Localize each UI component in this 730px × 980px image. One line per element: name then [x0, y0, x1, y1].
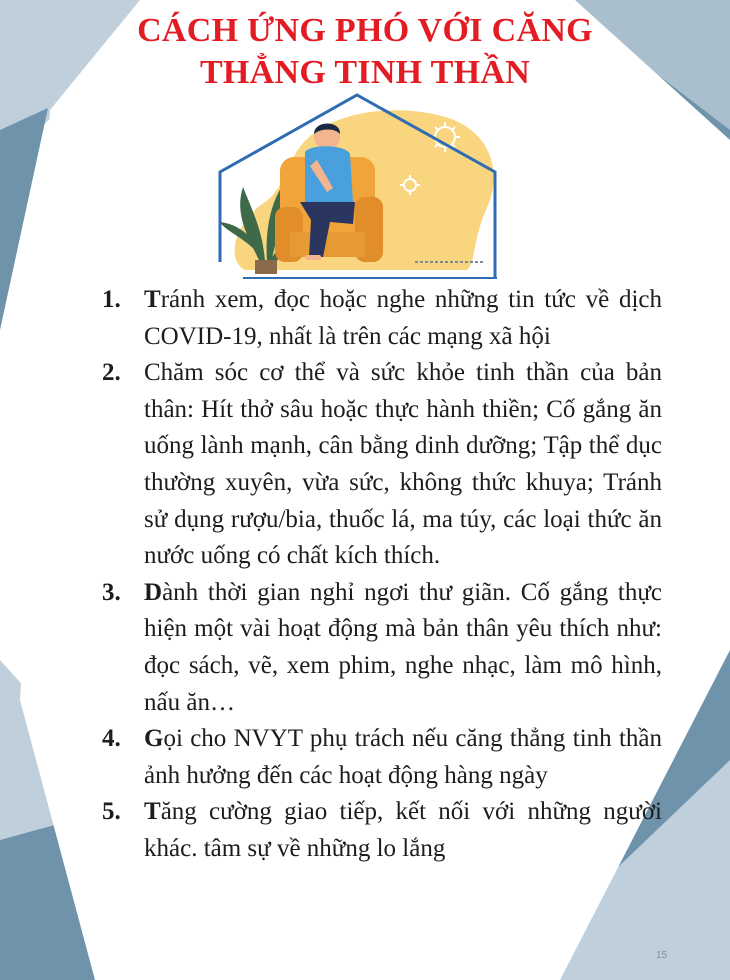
- list-item-2: [102, 355, 662, 575]
- list-item-1: [102, 282, 662, 355]
- stressed-person-house-illustration: [205, 92, 510, 284]
- item-first-letter: D: [144, 578, 163, 606]
- list-item-3: [102, 575, 662, 721]
- item-number: 2.: [102, 359, 121, 387]
- item-first-letter: T: [144, 286, 161, 313]
- list-item-5: [102, 794, 662, 867]
- page-title: [0, 10, 730, 94]
- page-number: 15: [656, 950, 668, 961]
- list-item-4: [102, 721, 662, 794]
- item-number: 4.: [102, 725, 121, 753]
- item-number: 5.: [102, 798, 121, 826]
- item-text: Chăm sóc cơ thể và sức khỏe tinh thần của bản thân: Hít thở sâu hoặc thực hành thiền; Cố gắng ăn uống lành mạnh, cân bằng dinh dưỡng; Tập thể dục thường xuyên, vừa sức, không thức khuya; Tránh sử dụng rượu/bia, thuốc lá, ma túy, các loại thức ăn nước uống có chất kích thích.: [144, 359, 662, 570]
- item-number: 1.: [102, 286, 121, 313]
- item-text: ành thời gian nghỉ ngơi thư giãn. Cố gắng thực hiện một vài hoạt động mà bản thân yêu thích như: đọc sách, vẽ, xem phim, nghe nhạc, làm mô hình, nấu ăn…: [144, 578, 662, 716]
- item-text: ránh xem, đọc hoặc nghe những tin tức về dịch COVID-19, nhất là trên các mạng xã hội: [144, 286, 662, 350]
- item-first-letter: G: [144, 725, 164, 753]
- item-number: 3.: [102, 578, 121, 606]
- item-text: ăng cường giao tiếp, kết nối với những người khác. tâm sự về những lo lắng: [144, 798, 662, 862]
- item-first-letter: T: [144, 798, 161, 826]
- title-line-2: THẲNG TINH THẦN: [199, 54, 531, 91]
- coping-list: [102, 282, 662, 868]
- title-line-1: CÁCH ỨNG PHÓ VỚI CĂNG: [137, 12, 593, 49]
- item-text: ọi cho NVYT phụ trách nếu căng thẳng tinh thần ảnh hưởng đến các hoạt động hàng ngày: [144, 725, 662, 789]
- plant-pot: [255, 260, 277, 274]
